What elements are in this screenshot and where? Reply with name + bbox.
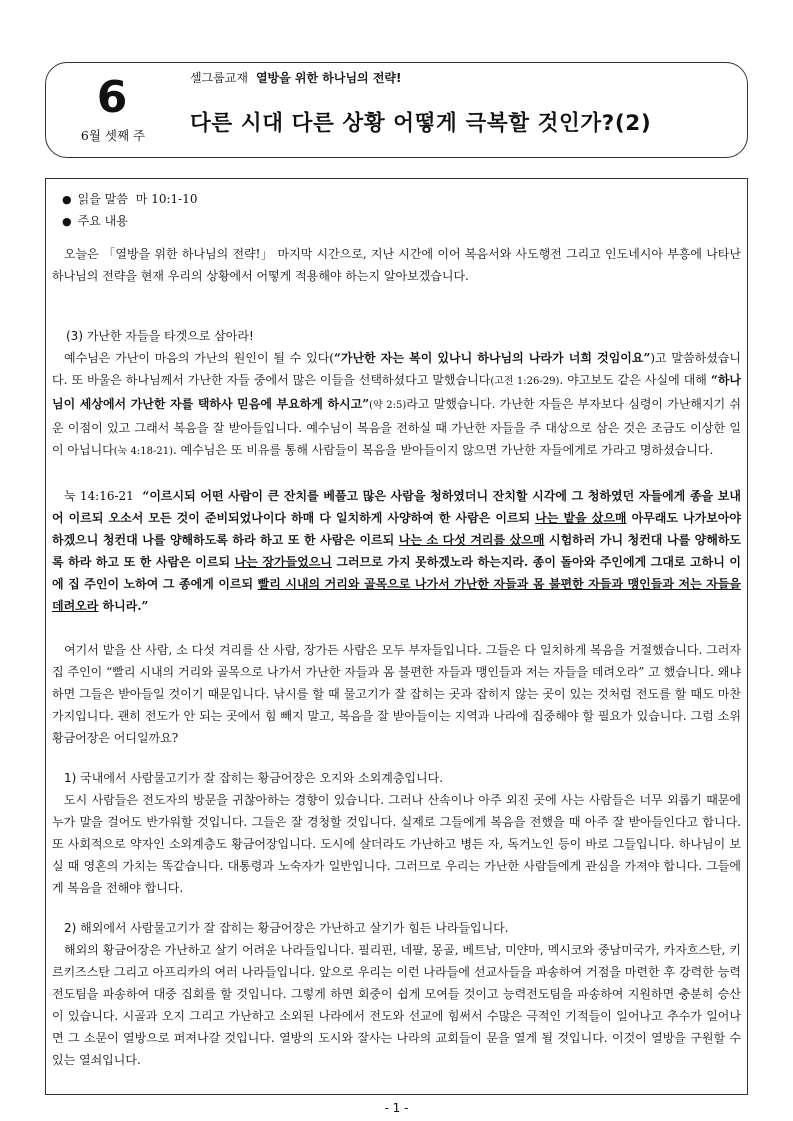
quote-text: 그러므로 가지 못하겠노라 하는지라. 종이 돌아와 주인에게 그대로 고하니 이에 집 주인이 노하여 그 종에게 이르되 <box>52 555 741 591</box>
text-run: . 예수님은 또 비유를 통해 사람들이 복음을 받아들이지 않으면 가난한 자들에게로 가라고 명하셨습니다. <box>172 443 714 457</box>
text-run: . 야고보도 같은 사실에 대해 <box>559 373 711 387</box>
subsection-heading: 1) 국내에서 사람물고기가 잘 잡히는 황금어장은 오지와 소외계층입니다. <box>64 771 444 785</box>
underlined-text: 빨리 시내의 거리와 골목으로 나가서 가난한 자들과 몸 불편한 자들과 맹인들과 저는 자들을 데려오라 <box>52 577 741 613</box>
quote-text: 아무래도 나가보아야 하겠으니 청컨대 나를 양해하도록 하라 하고 또 한 사람은 이르되 <box>52 511 741 547</box>
quote-text: “가난한 자는 복이 있나니 하나님의 나라가 너희 것임이요” <box>333 351 651 365</box>
section-paragraph: 여기서 밭을 산 사람, 소 다섯 겨리를 산 사람, 장가든 사람은 모두 부자들입니다. 그들은 다 일치하게 복음을 거절했습니다. 그러자 집 주인이 “빨리 시내의 거리와 골목으로 나가서 가난한 자들과 몸 불편한 자들과 맹인들과 저는 자들을 데려오라” 고 했습니다. 왜냐하면 그들은 받아들일 것이기 때문입니다. 낚시를 할 때 물고기가 잘 잡히는 곳과 잡히지 않는 곳이 있는 것처럼 전도를 할 때도 마찬가지입니다. 괜히 전도가 안 되는 곳에서 힘 빼지 말고, 복음을 잘 받아들이는 지역과 나라에 집중해야 할 필요가 있습니다. 그럼 소위 황금어장은 어디일까요? <box>52 643 741 745</box>
reading-row <box>52 188 741 210</box>
section-paragraph <box>52 347 741 463</box>
series-line <box>190 70 402 86</box>
text-run: )고 말씀하셨습니다. 또 바울은 하나님께서 가난한 자들 중에서 많은 이들을 선택하셨다고 말했습니다 <box>52 351 741 387</box>
quote-text: “하나님이 세상에서 가난한 자를 택하사 믿음에 부요하게 하시고” <box>52 373 742 411</box>
text-run: 라고 말했습니다. 가난한 자들은 부자보다 심령이 가난해지기 쉬운 이점이 있고 그래서 복음을 잘 받아들입니다. 예수님이 복음을 전하실 때 가난한 자들을 주 대상으로 삼은 것은 조금도 이상한 일이 아닙니다 <box>52 397 741 457</box>
underlined-text: 나는 밭을 샀으매 <box>535 511 627 525</box>
page-title: 다른 시대 다른 상황 어떻게 극복할 것인가?(2) <box>190 111 652 136</box>
series-title: 열방을 위한 하나님의 전략! <box>255 71 402 85</box>
bullet-icon: ● <box>62 193 72 206</box>
content-row <box>52 210 741 232</box>
section-heading: (3) 가난한 자들을 타겟으로 삼아라! <box>66 329 254 343</box>
underlined-text: 나는 소 다섯 겨리를 샀으매 <box>398 533 545 547</box>
content <box>52 188 741 1071</box>
page-number: - 1 - <box>384 1101 409 1115</box>
subsection-heading: 2) 해외에서 사람물고기가 잘 잡히는 황금어장은 가난하고 살기가 힘든 나라들입니다. <box>64 921 509 935</box>
week-label: 6월 셋째 주 <box>80 128 146 143</box>
text-run: 예수님은 가난이 마음의 가난의 원인이 될 수 있다( <box>64 351 334 365</box>
quote-text: 하니라.” <box>98 599 149 613</box>
underlined-text: 나는 장가들었으니 <box>234 555 332 569</box>
subsection-paragraph: 도시 사람들은 전도자의 방문을 귀찮아하는 경향이 있습니다. 그러나 산속이나 아주 외진 곳에 사는 사람들은 너무 외롭기 때문에 누가 말을 걸어도 반가워할 것입니다. 그들은 잘 경청할 것입니다. 실제로 그들에게 복음을 전했을 때 아주 잘 받아들인다고 합니다. 또 사회적으로 약자인 소외계층도 황금어장입니다. 도시에 살더라도 가난하고 병든 자, 독거노인 등이 바로 그들입니다. 하나님이 보실 때 영혼의 가치는 똑같습니다. 대통령과 노숙자가 일반입니다. 그러므로 우리는 가난한 사람들에게 관심을 가져야 합니다. 그들에게 복음을 전해야 합니다. <box>52 793 741 895</box>
scripture-quote <box>52 485 741 617</box>
content-label: 주요 내용 <box>77 214 128 228</box>
quote-text: 시험하러 가니 청컨대 나를 양해하도록 하라 하고 또 한 사람은 이르되 <box>52 533 742 569</box>
quote-text: “이르시되 어떤 사람이 큰 잔치를 베풀고 많은 사람을 청하였더니 잔치할 시각에 그 청하였던 자들에게 종을 보내어 이르되 오소서 모든 것이 준비되었나이다 하매 다 일치하게 사양하여 한 사람은 이르되 <box>52 489 741 525</box>
reading-value: 마 10:1-10 <box>135 192 198 206</box>
scripture-ref: (고전 1:26-29) <box>490 376 560 387</box>
intro-paragraph: 오늘은 「열방을 위한 하나님의 전략!」 마지막 시간으로, 지난 시간에 이어 복음서와 사도행전 그리고 인도네시아 부흥에 나타난 하나님의 전략을 현재 우리의 상황에서 어떻게 적용해야 하는지 알아보겠습니다. <box>52 247 741 283</box>
lesson-number: 6 <box>96 72 128 123</box>
scripture-ref: 눅 14:16-21 <box>64 489 134 503</box>
reading-label: 읽을 말씀 <box>77 192 128 206</box>
series-prefix: 셀그룹교재 <box>190 71 248 85</box>
subsection-paragraph: 해외의 황금어장은 가난하고 살기 어려운 나라들입니다. 필리핀, 네팔, 몽골, 베트남, 미얀마, 멕시코와 중남미국가, 카자흐스탄, 키르키즈스탄 그리고 아프리카의 여러 나라들입니다. 앞으로 우리는 이런 나라들에 선교사들을 파송하여 거점을 마련한 후 강력한 능력전도팀을 파송하여 대중 집회를 할 것입니다. 그렇게 하면 회중이 쉽게 모여들 것이고 능력전도팀을 파송하여 지원하면 충분히 승산이 있습니다. 시골과 오지 그리고 가난하고 소외된 나라에서 전도와 선교에 힘써서 수많은 극적인 기적들이 일어나고 추수가 일어나면 그 소문이 열방으로 퍼져나갈 것입니다. 열방의 도시와 잘사는 나라의 교회들이 문을 열게 될 것입니다. 이것이 열방을 구원할 수 있는 열쇠입니다. <box>52 943 741 1067</box>
scripture-ref: (눅 4:18-21) <box>113 446 173 457</box>
scripture-ref: (약 2:5) <box>369 400 407 411</box>
bullet-icon: ● <box>62 215 72 228</box>
